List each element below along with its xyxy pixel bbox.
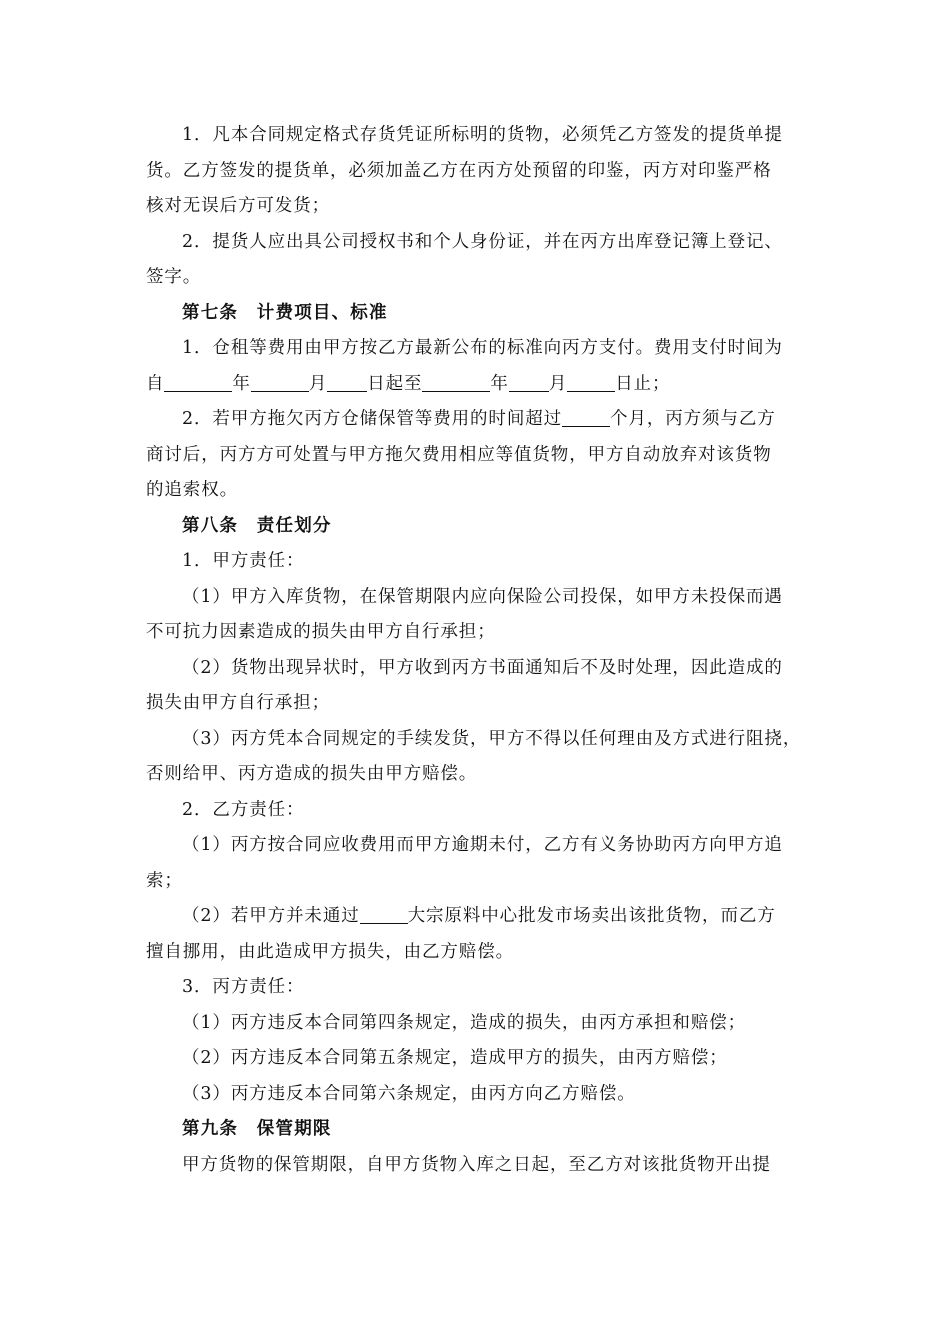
- paragraph-block: [146, 118, 820, 367]
- text-line: 2．乙方责任：: [182, 799, 305, 820]
- text-line: （1）丙方按合同应收费用而甲方逾期未付，乙方有义务协助丙方向甲方追: [182, 835, 783, 855]
- blank-field[interactable]: [360, 903, 408, 924]
- text-line: 1．凡本合同规定格式存货凭证所标明的货物，必须凭乙方签发的提货单提: [182, 125, 783, 145]
- text-line: 2．提货人应出具公司授权书和个人身份证，并在丙方出库登记簿上登记、: [182, 231, 783, 252]
- text-span: 大宗原料中心批发市场卖出该批货物，而乙方: [407, 906, 776, 926]
- section-heading: 第九条 保管期限: [182, 1119, 332, 1139]
- text-line: （2）货物出现异状时，甲方收到丙方书面通知后不及时处理，因此造成的: [182, 657, 783, 678]
- blank-field[interactable]: [164, 371, 232, 392]
- paragraph-block: [146, 935, 820, 1184]
- text-line: 1．甲方责任：: [182, 551, 305, 571]
- market-line: [146, 899, 820, 935]
- text-span: 2．若甲方拖欠丙方仓储保管等费用的时间超过: [182, 409, 563, 429]
- blank-field[interactable]: [422, 371, 490, 392]
- text-line: 签字。: [146, 267, 202, 287]
- text-line: 擅自挪用，由此造成甲方损失，由乙方赔偿。: [146, 941, 514, 962]
- text-span: 自: [146, 373, 165, 394]
- text-span: 月: [308, 373, 328, 394]
- section-heading: 第八条 责任划分: [182, 515, 332, 536]
- text-span: 个月，丙方须与乙方: [610, 409, 776, 429]
- text-line: 货。乙方签发的提货单，必须加盖乙方在丙方处预留的印鉴，丙方对印鉴严格: [146, 160, 772, 181]
- blank-field[interactable]: [509, 371, 549, 392]
- text-line: （2）丙方违反本合同第五条规定，造成甲方的损失，由丙方赔偿；: [182, 1048, 728, 1068]
- blank-field[interactable]: [567, 371, 615, 392]
- overdue-line: [146, 402, 820, 438]
- text-span: 年: [490, 373, 509, 394]
- paragraph-block: [146, 438, 820, 900]
- date-line: [146, 367, 820, 403]
- text-span: （2）若甲方并未通过: [182, 906, 360, 926]
- text-line: 3．丙方责任：: [182, 977, 305, 997]
- text-line: （3）丙方凭本合同规定的手续发货，甲方不得以任何理由及方式进行阻挠，: [182, 728, 802, 749]
- text-line: 损失由甲方自行承担；: [146, 693, 330, 713]
- blank-field[interactable]: [562, 406, 610, 427]
- section-heading: 第七条 计费项目、标准: [182, 302, 388, 323]
- blank-field[interactable]: [251, 371, 309, 392]
- text-line: 商讨后，丙方方可处置与甲方拖欠费用相应等值货物，甲方自动放弃对该货物: [146, 444, 772, 465]
- text-line: 否则给甲、丙方造成的损失由甲方赔偿。: [146, 764, 478, 784]
- blank-field[interactable]: [327, 371, 367, 392]
- text-span: 日起至: [367, 373, 423, 394]
- text-span: 月: [548, 373, 568, 394]
- text-line: 核对无误后方可发货；: [146, 196, 330, 216]
- text-line: 1．仓租等费用由甲方按乙方最新公布的标准向丙方支付。费用支付时间为: [182, 338, 783, 358]
- text-line: （1）甲方入库货物，在保管期限内应向保险公司投保，如甲方未投保而遇: [182, 586, 783, 607]
- document-page: [146, 118, 820, 1183]
- text-span: 年: [232, 373, 251, 394]
- text-line: 不可抗力因素造成的损失由甲方自行承担；: [146, 622, 496, 642]
- text-line: 的追索权。: [146, 480, 238, 500]
- text-span: 日止；: [615, 373, 671, 394]
- text-line: （1）丙方违反本合同第四条规定，造成的损失，由丙方承担和赔偿；: [182, 1012, 747, 1033]
- text-line: 索；: [146, 870, 183, 891]
- text-line: 甲方货物的保管期限，自甲方货物入库之日起，至乙方对该批货物开出提: [182, 1154, 771, 1175]
- text-line: （3）丙方违反本合同第六条规定，由丙方向乙方赔偿。: [182, 1083, 636, 1104]
